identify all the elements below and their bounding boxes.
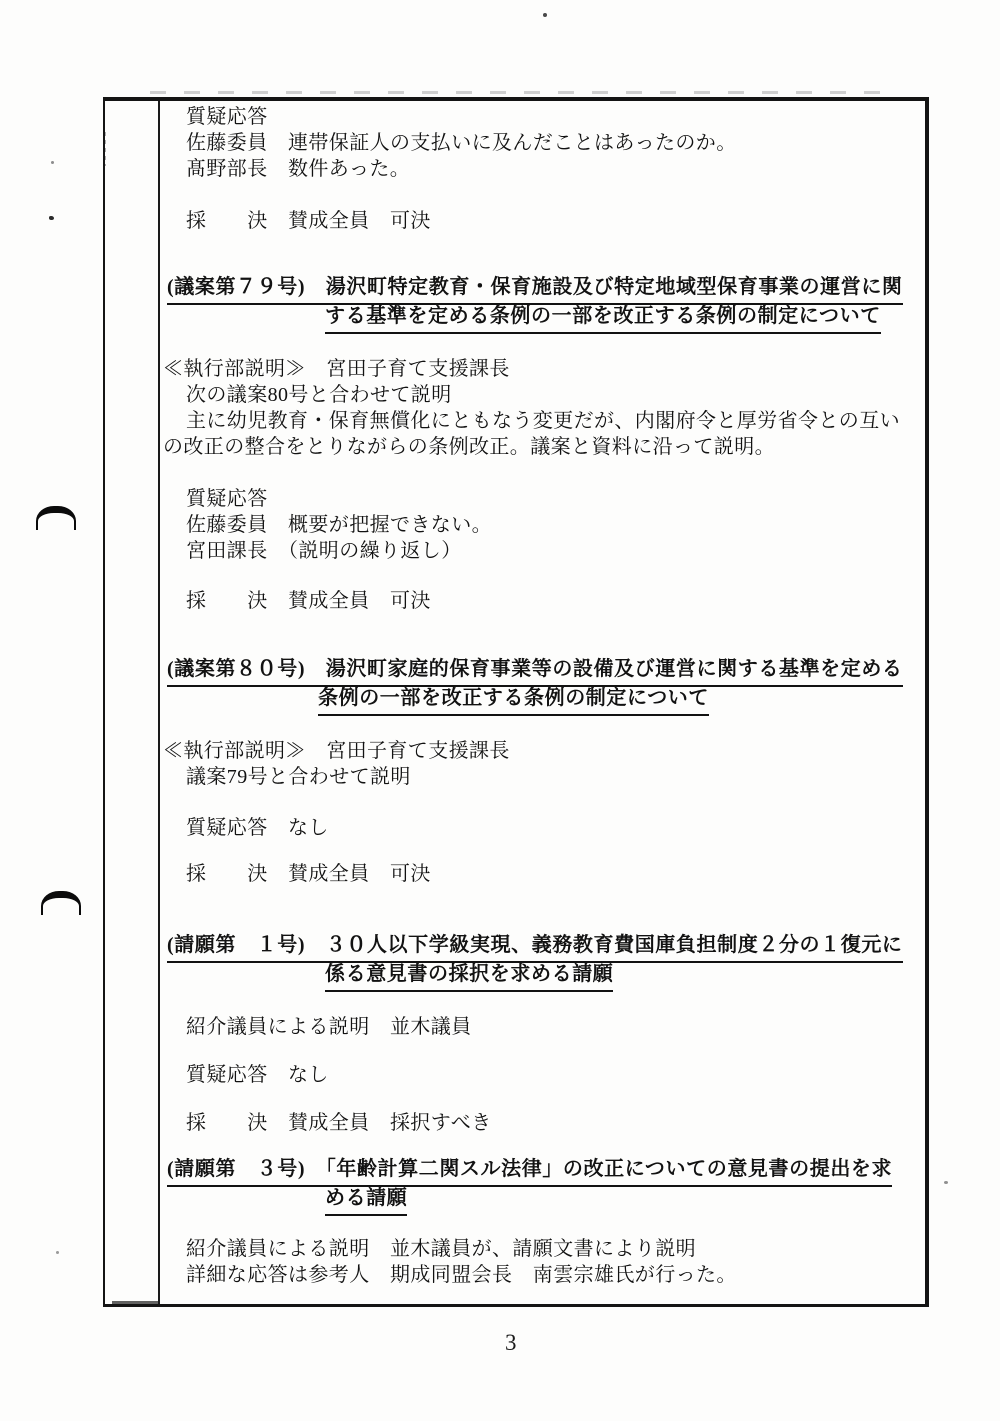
scan-speck-left-3 [56, 1251, 59, 1254]
exec-explanation-1: 議案79号と合わせて説明 [186, 766, 411, 788]
scan-speck-left-2 [49, 216, 54, 220]
vote-result: 採 決 賛成全員 可決 [186, 210, 431, 232]
qa-answer-miyata: 宮田課長 （説明の繰り返し） [186, 540, 462, 562]
bill-79-title-line-2: する基準を定める条例の一部を改正する条例の制定について [325, 303, 881, 334]
qa-answer-takano: 髙野部長 数件あった。 [186, 158, 411, 180]
petition-3-title-line-1: (請願第 ３号) 「年齢計算二関スル法律」の改正についての意見書の提出を求 [167, 1156, 892, 1187]
bill-79-title-line-1: (議案第７９号) 湯沢町特定教育・保育施設及び特定地域型保育事業の運営に関 [167, 274, 903, 305]
qa-none: 質疑応答 なし [186, 1064, 329, 1086]
scan-speck-left-1 [51, 161, 54, 164]
introducer-explanation: 紹介議員による説明 並木議員が、請願文書により説明 [186, 1238, 696, 1260]
reference-answer-detail: 詳細な応答は参考人 期成同盟会長 南雲宗雄氏が行った。 [186, 1264, 737, 1286]
punch-hole-mark-lower [41, 891, 81, 915]
qa-none: 質疑応答 なし [186, 817, 329, 839]
petition-1-title-line-2: 係る意見書の採択を求める請願 [325, 961, 613, 992]
scan-speck-right [944, 1181, 948, 1184]
exec-explanation-3: の改正の整合をとりながらの条例改正。議案と資料に沿って説明。 [163, 436, 775, 458]
scan-noise-top-edge [150, 91, 890, 94]
petition-3-title-line-2: める請願 [325, 1185, 407, 1216]
qa-header: 質疑応答 [186, 488, 268, 510]
vote-result: 採 決 賛成全員 可決 [186, 590, 431, 612]
qa-question-sato: 佐藤委員 概要が把握できない。 [186, 514, 492, 536]
vote-result: 採 決 賛成全員 可決 [186, 863, 431, 885]
punch-hole-mark-upper [36, 506, 76, 530]
left-column-divider [158, 101, 160, 1304]
exec-explanation-2: 主に幼児教育・保育無償化にともなう変更だが、内閣府令と厚労省令との互い [186, 410, 900, 432]
vote-result: 採 決 賛成全員 採択すべき [186, 1112, 492, 1134]
bill-80-title-line-1: (議案第８０号) 湯沢町家庭的保育事業等の設備及び運営に関する基準を定める [167, 656, 903, 687]
petition-1-title-line-1: (請願第 １号) ３０人以下学級実現、義務教育費国庫負担制度２分の１復元に [167, 932, 903, 963]
scan-speck-top [543, 13, 547, 17]
bill-80-title-line-2: 条例の一部を改正する条例の制定について [318, 685, 709, 716]
exec-explanation-header: ≪執行部説明≫ 宮田子育て支援課長 [163, 740, 510, 762]
introducer-explanation: 紹介議員による説明 並木議員 [186, 1016, 472, 1038]
exec-explanation-1: 次の議案80号と合わせて説明 [186, 384, 452, 406]
qa-question-sato: 佐藤委員 連帯保証人の支払いに及んだことはあったのか。 [186, 132, 737, 154]
page-number: 3 [505, 1330, 517, 1355]
exec-explanation-header: ≪執行部説明≫ 宮田子育て支援課長 [163, 358, 510, 380]
qa-header: 質疑応答 [186, 106, 268, 128]
